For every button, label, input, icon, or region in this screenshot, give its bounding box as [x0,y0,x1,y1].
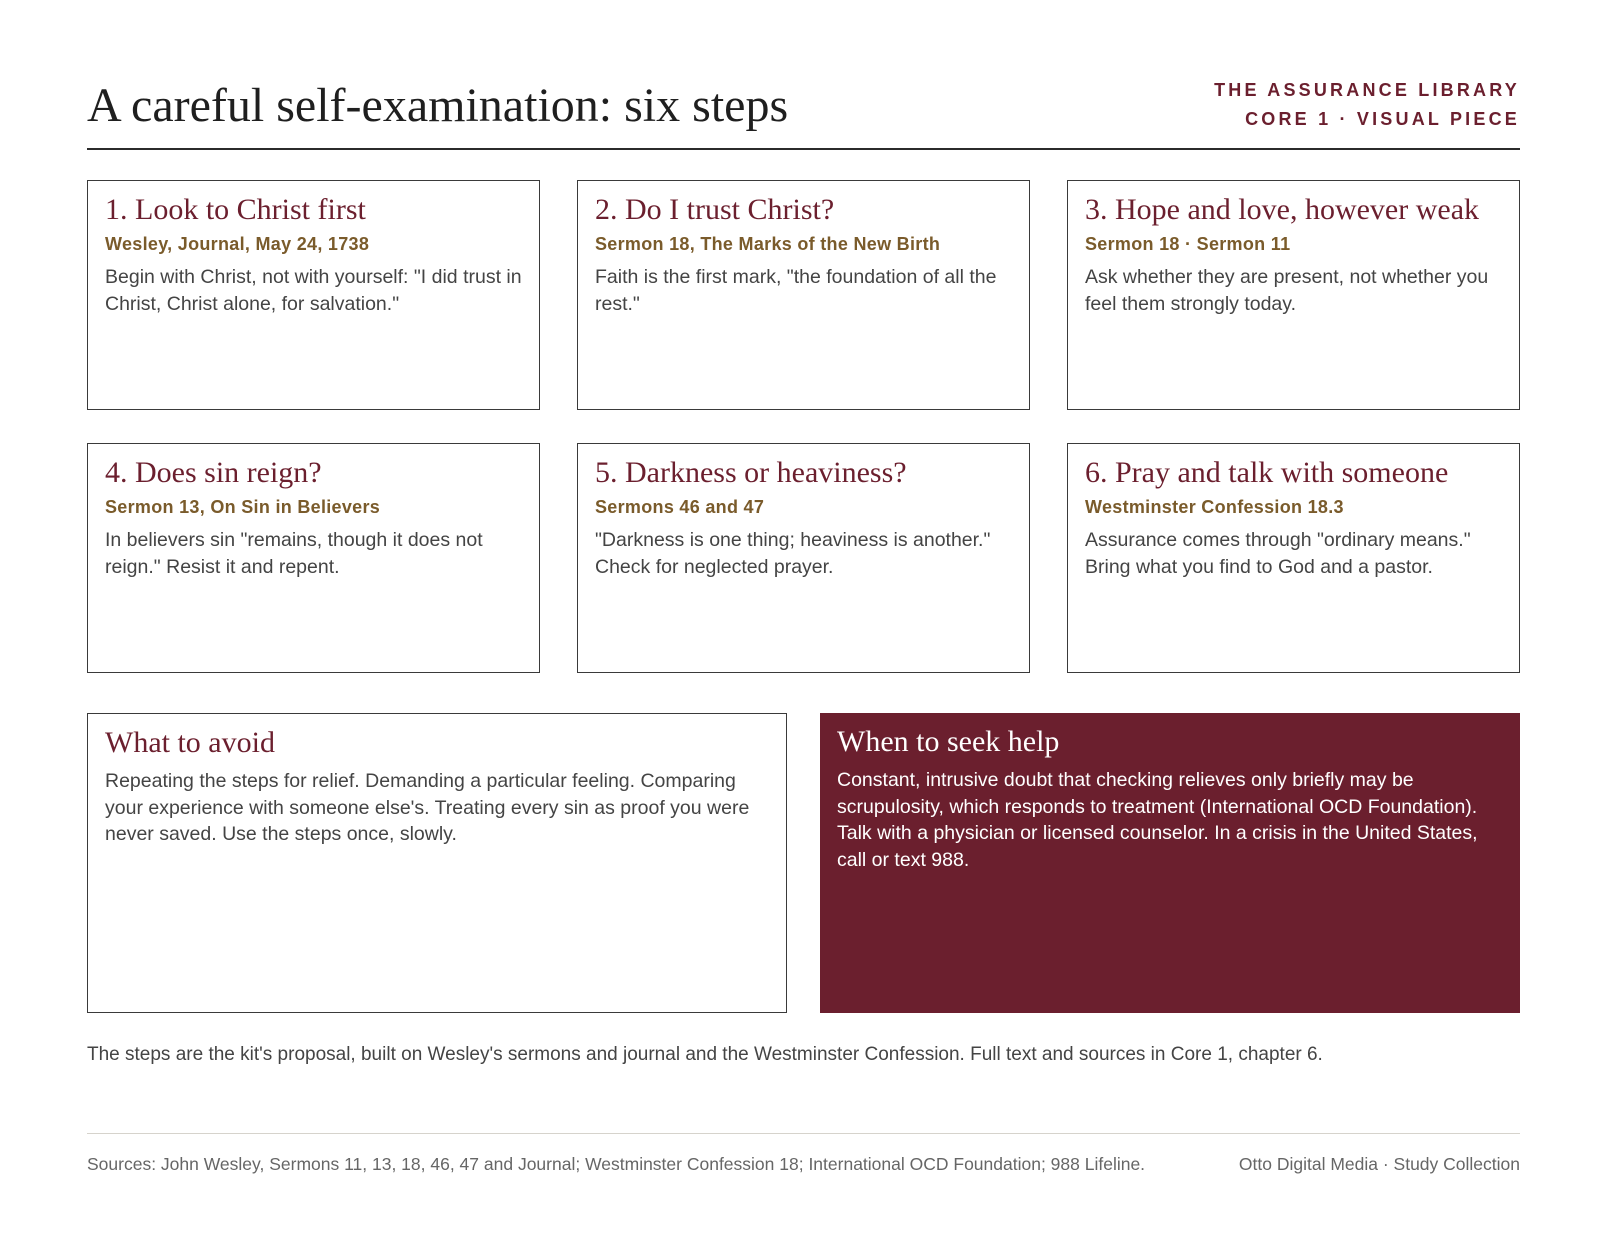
step-card-6 [1067,443,1520,673]
footer [87,1152,1520,1176]
step-title: 3. Hope and love, however weak [1085,193,1480,226]
step-body: Faith is the first mark, "the foundation of all the rest." [595,266,997,315]
footer-divider [87,1133,1520,1134]
step-title: 5. Darkness or heaviness? [595,456,907,489]
step-card-3 [1067,180,1520,410]
step-title: 4. Does sin reign? [105,456,322,489]
avoid-body: Repeating the steps for relief. Demanding a particular feeling. Comparing your experience with someone else's. Treating every sin as proof you were never saved. Use the steps once, slowly. [105,770,750,845]
seek-help-box [820,713,1520,1013]
brand-line-core: CORE 1 · VISUAL PIECE [1245,109,1520,129]
brand-block [1214,76,1520,134]
step-body: "Darkness is one thing; heaviness is another." Check for neglected prayer. [595,529,991,578]
step-title: 6. Pray and talk with someone [1085,456,1449,489]
step-title: 2. Do I trust Christ? [595,193,835,226]
step-source: Westminster Confession 18.3 [1085,497,1344,517]
step-card-5 [577,443,1030,673]
step-title: 1. Look to Christ first [105,193,366,226]
avoid-title: What to avoid [105,726,275,759]
help-body: Constant, intrusive doubt that checking relieves only briefly may be scrupulosity, which responds to treatment (International OCD Foundation). Talk with a physician or licensed counselor. In a crisis in the United States, call or text 988. [837,769,1478,871]
step-body: Assurance comes through "ordinary means." Bring what you find to God and a pastor. [1085,529,1471,578]
help-title: When to seek help [837,725,1060,758]
step-card-4 [87,443,540,673]
step-card-1 [87,180,540,410]
brand-line-library: THE ASSURANCE LIBRARY [1214,80,1520,100]
step-body: Ask whether they are present, not whether you feel them strongly today. [1085,266,1489,315]
step-source: Sermon 18, The Marks of the New Birth [595,234,941,254]
step-source: Sermon 18 · Sermon 11 [1085,234,1291,254]
step-body: In believers sin "remains, though it does not reign." Resist it and repent. [105,529,483,578]
step-card-2 [577,180,1030,410]
footer-sources: Sources: John Wesley, Sermons 11, 13, 18, 46, 47 and Journal; Westminster Confession 18; International OCD Foundation; 988 Lifeline. [87,1154,1146,1174]
step-source: Sermons 46 and 47 [595,497,765,517]
kit-note: The steps are the kit's proposal, built on Wesley's sermons and journal and the Westminster Confession. Full text and sources in Core 1, chapter 6. [87,1044,1323,1065]
page-title: A careful self-examination: six steps [87,79,789,132]
step-body: Begin with Christ, not with yourself: "I did trust in Christ, Christ alone, for salvation." [105,266,522,315]
header [87,72,1520,150]
step-source: Sermon 13, On Sin in Believers [105,497,381,517]
what-to-avoid-box [87,713,787,1013]
footer-credit: Otto Digital Media · Study Collection [1238,1154,1520,1174]
step-source: Wesley, Journal, May 24, 1738 [105,234,370,254]
header-divider [87,148,1520,150]
